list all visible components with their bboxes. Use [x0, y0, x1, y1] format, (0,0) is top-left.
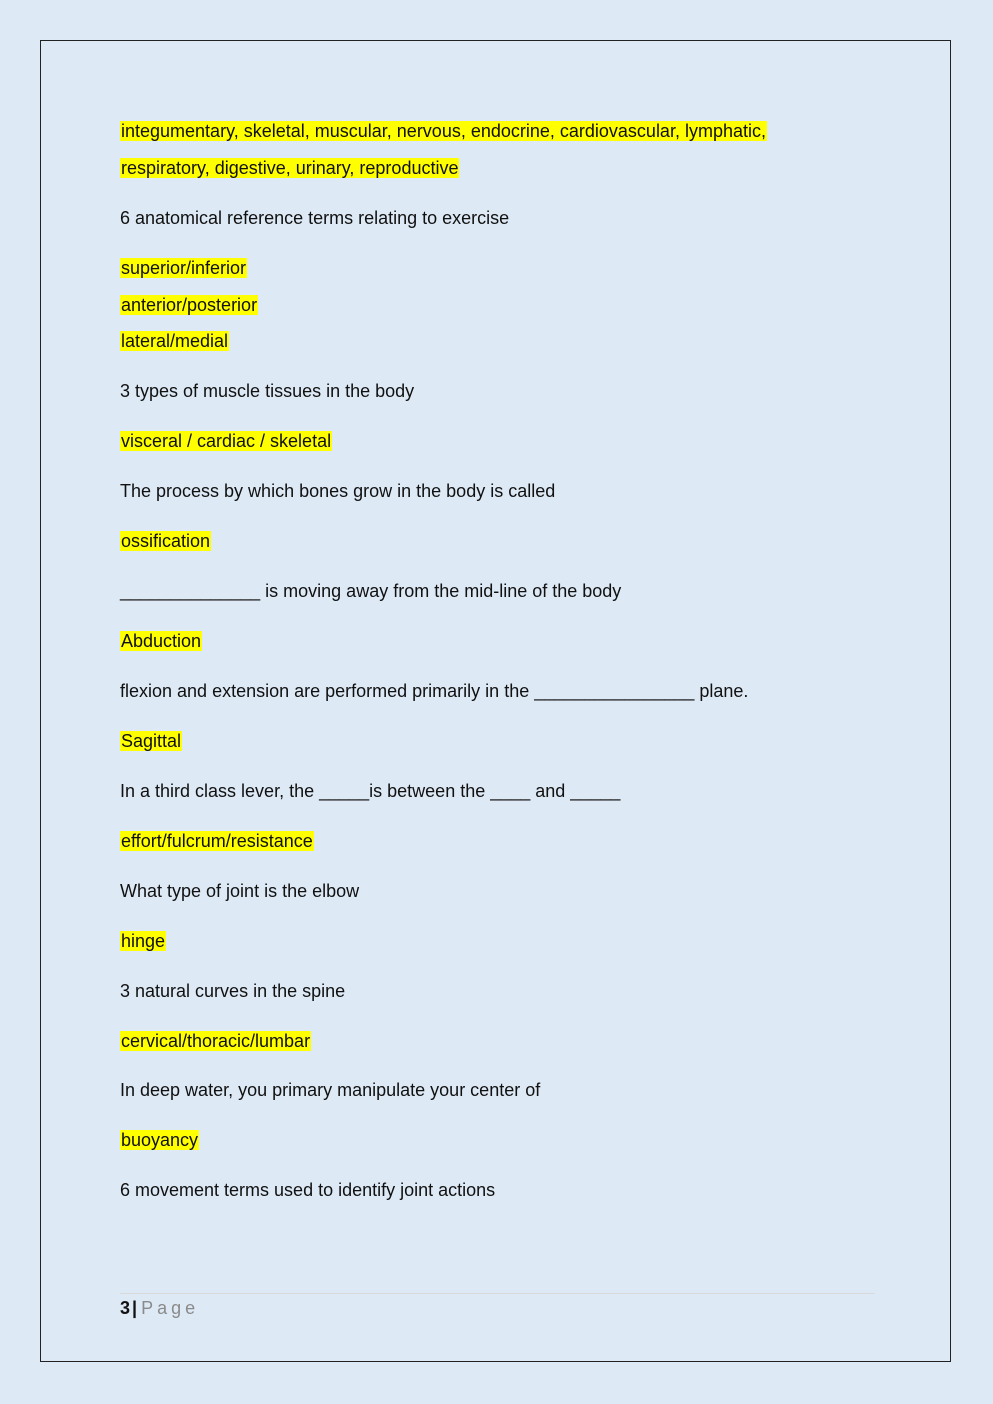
question-line: 3 natural curves in the spine	[120, 981, 346, 1001]
question-line: The process by which bones grow in the body is called	[120, 481, 556, 501]
highlighted-text: integumentary, skeletal, muscular, nervous, endocrine, cardiovascular, lymphatic,	[121, 121, 766, 141]
question-line: What type of joint is the elbow	[120, 881, 360, 901]
question-line: In deep water, you primary manipulate your center of	[120, 1080, 541, 1100]
answer-line	[120, 929, 166, 953]
footer-divider	[120, 1293, 875, 1294]
highlighted-text: cervical/thoracic/lumbar	[121, 1031, 311, 1051]
question-line: In a third class lever, the _____is between the ____ and _____	[120, 781, 621, 801]
question-line: 6 movement terms used to identify joint actions	[120, 1180, 496, 1200]
page-number: 3	[120, 1298, 131, 1318]
highlighted-text: effort/fulcrum/resistance	[121, 831, 313, 851]
highlighted-text: respiratory, digestive, urinary, reproductive	[121, 158, 459, 178]
highlighted-text: Sagittal	[121, 731, 182, 751]
highlighted-text: ossification	[121, 531, 211, 551]
answer-line	[120, 1029, 311, 1053]
answer-line	[120, 429, 332, 453]
footer-separator: |	[132, 1298, 138, 1318]
answer-line	[120, 256, 247, 280]
answer-line	[120, 1128, 199, 1152]
highlighted-text: superior/inferior	[121, 258, 247, 278]
answer-line	[120, 119, 767, 143]
answer-line	[120, 329, 229, 353]
answer-line	[120, 729, 182, 753]
highlighted-text: lateral/medial	[121, 331, 229, 351]
question-line: flexion and extension are performed primarily in the ________________ plane.	[120, 681, 749, 701]
answer-line	[120, 293, 258, 317]
answer-line	[120, 529, 211, 553]
answer-line	[120, 156, 459, 180]
highlighted-text: anterior/posterior	[121, 295, 258, 315]
answer-line	[120, 829, 314, 853]
question-line: 3 types of muscle tissues in the body	[120, 381, 415, 401]
answer-line	[120, 629, 202, 653]
highlighted-text: visceral / cardiac / skeletal	[121, 431, 332, 451]
question-line: ______________ is moving away from the mid-line of the body	[120, 581, 622, 601]
highlighted-text: Abduction	[121, 631, 202, 651]
page-footer	[120, 1296, 199, 1320]
page-label: Page	[141, 1298, 200, 1318]
highlighted-text: buoyancy	[121, 1130, 199, 1150]
question-line: 6 anatomical reference terms relating to exercise	[120, 208, 510, 228]
highlighted-text: hinge	[121, 931, 166, 951]
